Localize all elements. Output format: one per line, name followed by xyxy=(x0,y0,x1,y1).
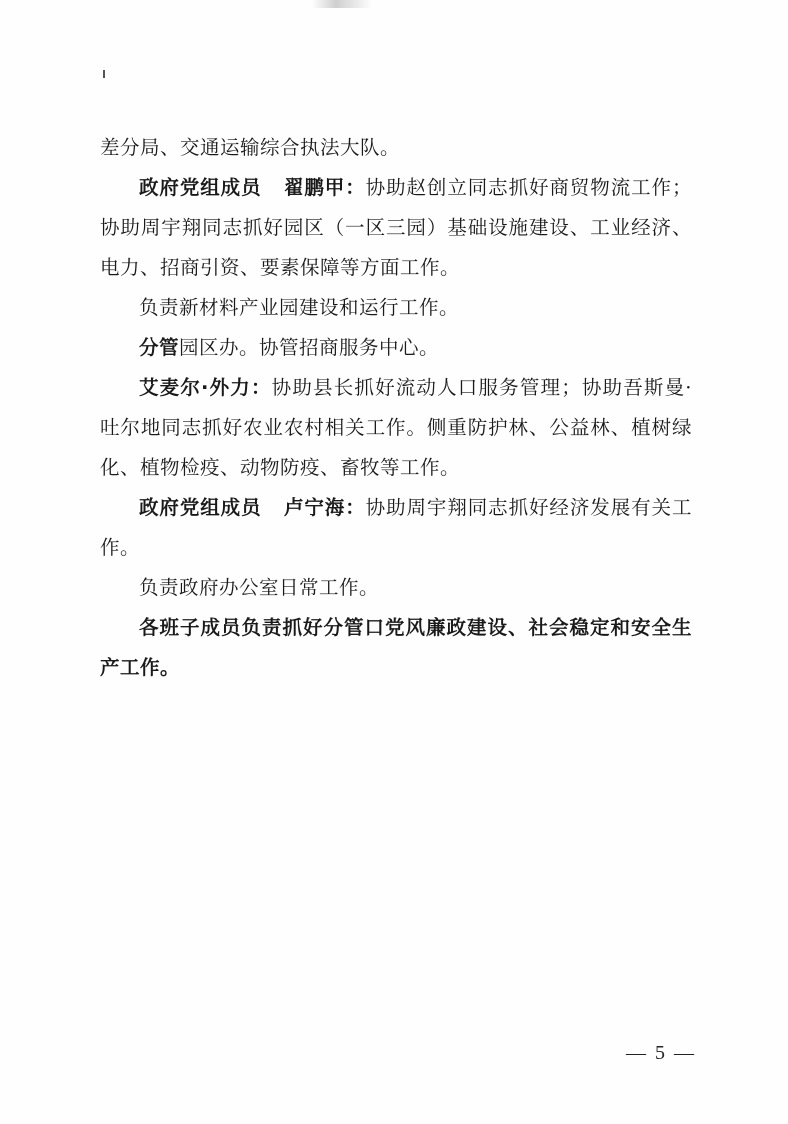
paragraph-text: 协助周宇翔同志抓好经济发展有关工作。 xyxy=(100,496,692,559)
document-body xyxy=(100,128,692,688)
paragraph-2 xyxy=(100,168,692,288)
paragraph-1 xyxy=(100,128,692,168)
paragraph-3 xyxy=(100,288,692,328)
paragraph-text: 负责新材料产业园建设和运行工作。 xyxy=(139,296,460,319)
paragraph-4 xyxy=(100,328,692,368)
paragraph-7 xyxy=(100,568,692,608)
page-number: — 5 — xyxy=(626,1042,696,1064)
person-name: 卢宁海： xyxy=(283,496,366,519)
role-label: 政府党组成员 xyxy=(139,496,262,519)
paragraph-text: 园区办。协管招商服务中心。 xyxy=(179,336,440,359)
paragraph-5 xyxy=(100,368,692,488)
paragraph-8 xyxy=(100,608,692,688)
paragraph-text: 协助县长抓好流动人口服务管理；协助吾斯曼·吐尔地同志抓好农业农村相关工作。侧重防护林、公益林、植树绿化、植物检疫、动物防疫、畜牧等工作。 xyxy=(100,376,692,479)
scan-smudge xyxy=(312,0,372,8)
paragraph-6 xyxy=(100,488,692,568)
person-name: 艾麦尔·外力： xyxy=(139,376,272,399)
summary-statement: 各班子成员负责抓好分管口党风廉政建设、社会稳定和安全生产工作。 xyxy=(100,616,692,679)
person-name: 翟鹏甲： xyxy=(283,176,366,199)
paragraph-text: 协助赵创立同志抓好商贸物流工作；协助周宇翔同志抓好园区（一区三园）基础设施建设、工业经济、电力、招商引资、要素保障等方面工作。 xyxy=(100,176,692,279)
paragraph-text: 差分局、交通运输综合执法大队。 xyxy=(100,136,401,159)
paragraph-text: 负责政府办公室日常工作。 xyxy=(139,576,380,599)
scan-mark xyxy=(103,70,105,78)
role-label: 政府党组成员 xyxy=(139,176,262,199)
duty-label: 分管 xyxy=(139,336,180,359)
